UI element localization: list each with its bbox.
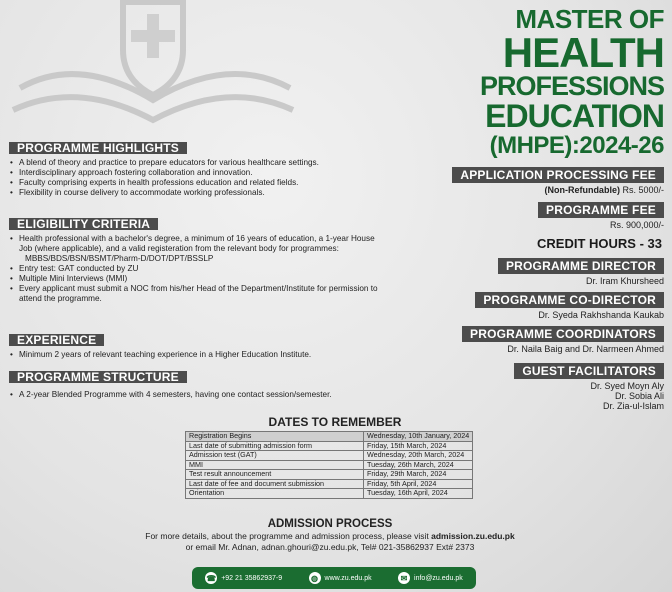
highlights-section bbox=[9, 142, 381, 198]
date-event: Registration Begins bbox=[186, 432, 364, 442]
experience-header: EXPERIENCE bbox=[9, 334, 104, 346]
co-director-header: PROGRAMME CO-DIRECTOR bbox=[475, 292, 664, 308]
facilitators-header: GUEST FACILITATORS bbox=[514, 363, 664, 379]
facilitator-name: Dr. Sobia Ali bbox=[614, 391, 664, 401]
list-item: • Entry test: GAT conducted by ZU bbox=[17, 264, 381, 274]
list-item: • Multiple Mini Interviews (MMI) bbox=[17, 274, 381, 284]
director-name: Dr. Iram Khursheed bbox=[585, 276, 664, 286]
date-value: Friday, 15th March, 2024 bbox=[364, 441, 473, 451]
application-fee-amount: Rs. 5000/- bbox=[622, 185, 664, 195]
date-value: Tuesday, 26th March, 2024 bbox=[364, 460, 473, 470]
table-row bbox=[186, 451, 473, 461]
co-director-section bbox=[475, 292, 664, 320]
date-value: Wednesday, 10th January, 2024 bbox=[364, 432, 473, 442]
programme-fee-section bbox=[538, 202, 664, 230]
facilitator-name: Dr. Syed Moyn Aly bbox=[590, 381, 664, 391]
date-value: Tuesday, 16th April, 2024 bbox=[364, 489, 473, 499]
date-value: Wednesday, 20th March, 2024 bbox=[364, 451, 473, 461]
title-line-1: MASTER OF bbox=[515, 4, 664, 34]
admission-section bbox=[110, 519, 550, 553]
director-header: PROGRAMME DIRECTOR bbox=[498, 258, 664, 274]
list-item: • Faculty comprising experts in health professions education and related fields. bbox=[17, 178, 381, 188]
coordinators-names: Dr. Naila Baig and Dr. Narmeen Ahmed bbox=[507, 344, 664, 354]
date-event: Orientation bbox=[186, 489, 364, 499]
eligibility-text: Health professional with a bachelor's degree, a minimum of 16 years of education, a 1-year House Job (where applicable), and a valid registeration from the relevant body for programmes: bbox=[19, 234, 375, 253]
structure-header: PROGRAMME STRUCTURE bbox=[9, 371, 187, 383]
date-event: MMI bbox=[186, 460, 364, 470]
footer-phone-text: +92 21 35862937-9 bbox=[221, 574, 283, 582]
eligible-programmes: MBBS/BDS/BSN/BSMT/Pharm-D/DOT/DPT/BSSLP bbox=[25, 254, 214, 263]
footer-web[interactable] bbox=[309, 572, 372, 584]
co-director-name: Dr. Syeda Rakhshanda Kaukab bbox=[538, 310, 664, 320]
admission-header: ADMISSION PROCESS bbox=[267, 518, 393, 530]
footer-email-text: info@zu.edu.pk bbox=[414, 574, 463, 582]
programme-title bbox=[480, 6, 664, 159]
date-event: Admission test (GAT) bbox=[186, 451, 364, 461]
eligibility-header: ELIGIBILITY CRITERIA bbox=[9, 218, 158, 230]
table-row bbox=[186, 489, 473, 499]
list-item: • Minimum 2 years of relevant teaching experience in a Higher Education Institute. bbox=[17, 350, 381, 360]
dates-title: DATES TO REMEMBER bbox=[268, 415, 402, 429]
fee-note: (Non-Refundable) bbox=[544, 185, 620, 195]
date-event: Last date of fee and document submission bbox=[186, 479, 364, 489]
globe-icon: ◍ bbox=[309, 572, 321, 584]
programme-fee-header: PROGRAMME FEE bbox=[538, 202, 664, 218]
table-row bbox=[186, 432, 473, 442]
phone-icon: ☎ bbox=[206, 573, 217, 583]
coordinators-header: PROGRAMME COORDINATORS bbox=[462, 326, 664, 342]
title-line-3: PROFESSIONS bbox=[479, 71, 664, 101]
application-fee-header: APPLICATION PROCESSING FEE bbox=[452, 167, 664, 183]
experience-section bbox=[9, 334, 381, 360]
date-value: Friday, 5th April, 2024 bbox=[364, 479, 473, 489]
coordinators-section bbox=[462, 326, 664, 354]
title-line-4: EDUCATION bbox=[485, 98, 664, 134]
admission-website-link[interactable]: admission.zu.edu.pk bbox=[431, 531, 515, 541]
contact-footer bbox=[192, 567, 476, 589]
highlights-header: PROGRAMME HIGHLIGHTS bbox=[9, 142, 187, 154]
title-line-2: HEALTH bbox=[502, 29, 664, 76]
list-item: • Flexibility in course delivery to accommodate working professionals. bbox=[17, 188, 381, 198]
dates-table bbox=[185, 431, 473, 499]
footer-email[interactable] bbox=[398, 572, 463, 584]
date-event: Last date of submitting admission form bbox=[186, 441, 364, 451]
list-item: • Every applicant must submit a NOC from his/her Head of the Department/Institute for permission to attend the programme. bbox=[17, 284, 381, 304]
date-value: Friday, 29th March, 2024 bbox=[364, 470, 473, 480]
eligibility-section bbox=[9, 218, 381, 304]
list-item: • A 2-year Blended Programme with 4 semesters, having one contact session/semester. bbox=[17, 390, 381, 400]
facilitators-section bbox=[514, 363, 664, 411]
admission-contact: or email Mr. Adnan, adnan.ghouri@zu.edu.pk, Tel# 021-35862937 Ext# 2373 bbox=[185, 542, 475, 552]
application-fee-section bbox=[452, 167, 664, 195]
credit-hours: CREDIT HOURS - 33 bbox=[537, 236, 662, 251]
table-row bbox=[186, 470, 473, 480]
university-logo-watermark bbox=[8, 0, 298, 135]
admission-text: For more details, about the programme and admission process, please visit bbox=[145, 531, 429, 541]
envelope-icon: ✉ bbox=[398, 572, 410, 584]
list-item: • A blend of theory and practice to prepare educators for various healthcare settings. bbox=[17, 158, 381, 168]
list-item: • Interdisciplinary approach fostering collaboration and innovation. bbox=[17, 168, 381, 178]
structure-section bbox=[9, 371, 381, 400]
footer-web-text: www.zu.edu.pk bbox=[324, 574, 372, 582]
programme-fee-amount: Rs. 900,000/- bbox=[609, 220, 664, 230]
director-section bbox=[498, 258, 664, 286]
date-event: Test result announcement bbox=[186, 470, 364, 480]
facilitator-name: Dr. Zia-ul-Islam bbox=[602, 401, 664, 411]
title-line-5: (MHPE):2024-26 bbox=[489, 132, 664, 159]
list-item bbox=[17, 234, 381, 264]
footer-phone[interactable] bbox=[205, 572, 282, 584]
